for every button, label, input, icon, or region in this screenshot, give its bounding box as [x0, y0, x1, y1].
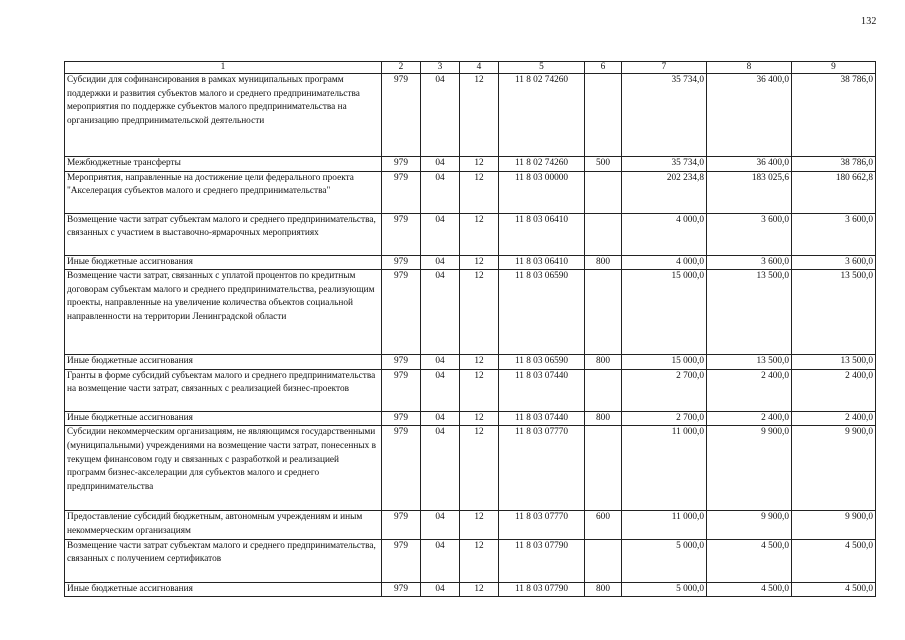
table-row: [65, 255, 876, 270]
row-name-cell: Мероприятия, направленные на достижение цели федерального проекта "Акселерация субъектов малого и среднего предпринимательства": [65, 171, 382, 213]
cell-col-9: 2 400,0: [792, 369, 876, 411]
cell-col-4: 12: [460, 171, 499, 213]
cell-col-9: 13 500,0: [792, 270, 876, 355]
column-header: 4: [460, 62, 499, 74]
column-header: 8: [707, 62, 792, 74]
cell-col-8: 4 500,0: [707, 582, 792, 597]
row-name-cell: Иные бюджетные ассигнования: [65, 255, 382, 270]
row-name-cell: Возмещение части затрат субъектам малого и среднего предпринимательства, связанных с участием в выставочно-ярмарочных мероприятиях: [65, 213, 382, 255]
cell-col-9: 3 600,0: [792, 255, 876, 270]
cell-col-8: 3 600,0: [707, 213, 792, 255]
cell-col-3: 04: [421, 74, 460, 157]
column-header: 7: [622, 62, 707, 74]
cell-col-6: 600: [585, 511, 622, 539]
cell-col-6: [585, 369, 622, 411]
cell-col-3: 04: [421, 411, 460, 426]
cell-col-3: 04: [421, 213, 460, 255]
cell-col-2: 979: [382, 213, 421, 255]
cell-col-7: 202 234,8: [622, 171, 707, 213]
column-header: 3: [421, 62, 460, 74]
cell-col-2: 979: [382, 255, 421, 270]
row-name-cell: Межбюджетные трансферты: [65, 157, 382, 172]
cell-col-8: 36 400,0: [707, 157, 792, 172]
cell-col-5: 11 8 03 07440: [499, 411, 585, 426]
cell-col-6: 800: [585, 255, 622, 270]
column-header: 5: [499, 62, 585, 74]
cell-col-4: 12: [460, 255, 499, 270]
table-row: [65, 426, 876, 511]
cell-col-7: 15 000,0: [622, 270, 707, 355]
column-header: 9: [792, 62, 876, 74]
cell-col-9: 9 900,0: [792, 511, 876, 539]
cell-col-4: 12: [460, 539, 499, 582]
budget-table: [64, 61, 876, 597]
cell-col-9: 13 500,0: [792, 355, 876, 370]
row-name-cell: Иные бюджетные ассигнования: [65, 582, 382, 597]
cell-col-2: 979: [382, 539, 421, 582]
cell-col-9: 38 786,0: [792, 74, 876, 157]
cell-col-8: 9 900,0: [707, 511, 792, 539]
table-row: [65, 511, 876, 539]
cell-col-5: 11 8 03 07440: [499, 369, 585, 411]
column-header: 6: [585, 62, 622, 74]
cell-col-5: 11 8 02 74260: [499, 74, 585, 157]
cell-col-5: 11 8 03 00000: [499, 171, 585, 213]
row-name-cell: Гранты в форме субсидий субъектам малого и среднего предпринимательства на возмещение части затрат, связанных с реализацией бизнес-проектов: [65, 369, 382, 411]
cell-col-7: 2 700,0: [622, 369, 707, 411]
table-row: [65, 582, 876, 597]
cell-col-8: 4 500,0: [707, 539, 792, 582]
cell-col-4: 12: [460, 511, 499, 539]
cell-col-5: 11 8 03 07770: [499, 511, 585, 539]
cell-col-2: 979: [382, 582, 421, 597]
cell-col-5: 11 8 03 07770: [499, 426, 585, 511]
cell-col-4: 12: [460, 411, 499, 426]
cell-col-4: 12: [460, 582, 499, 597]
cell-col-6: [585, 426, 622, 511]
cell-col-3: 04: [421, 355, 460, 370]
cell-col-8: 183 025,6: [707, 171, 792, 213]
cell-col-6: [585, 270, 622, 355]
cell-col-4: 12: [460, 369, 499, 411]
cell-col-2: 979: [382, 426, 421, 511]
cell-col-5: 11 8 03 06410: [499, 213, 585, 255]
cell-col-6: [585, 171, 622, 213]
cell-col-7: 2 700,0: [622, 411, 707, 426]
cell-col-6: 500: [585, 157, 622, 172]
cell-col-7: 5 000,0: [622, 539, 707, 582]
row-name-cell: Возмещение части затрат субъектам малого и среднего предпринимательства, связанных с получением сертификатов: [65, 539, 382, 582]
cell-col-2: 979: [382, 74, 421, 157]
cell-col-2: 979: [382, 369, 421, 411]
cell-col-6: 800: [585, 582, 622, 597]
table-row: [65, 213, 876, 255]
column-header: 1: [65, 62, 382, 74]
cell-col-7: 15 000,0: [622, 355, 707, 370]
table-row: [65, 369, 876, 411]
cell-col-9: 180 662,8: [792, 171, 876, 213]
cell-col-5: 11 8 03 07790: [499, 582, 585, 597]
cell-col-2: 979: [382, 171, 421, 213]
cell-col-5: 11 8 03 06590: [499, 355, 585, 370]
cell-col-6: [585, 74, 622, 157]
cell-col-9: 3 600,0: [792, 213, 876, 255]
column-header: 2: [382, 62, 421, 74]
cell-col-8: 2 400,0: [707, 369, 792, 411]
page-number: 132: [861, 16, 877, 27]
cell-col-3: 04: [421, 511, 460, 539]
row-name-cell: Иные бюджетные ассигнования: [65, 355, 382, 370]
cell-col-7: 4 000,0: [622, 255, 707, 270]
row-name-cell: Предоставление субсидий бюджетным, автономным учреждениям и иным некоммерческим организациям: [65, 511, 382, 539]
cell-col-6: 800: [585, 411, 622, 426]
cell-col-6: [585, 213, 622, 255]
cell-col-7: 5 000,0: [622, 582, 707, 597]
cell-col-3: 04: [421, 171, 460, 213]
row-name-cell: Субсидии для софинансирования в рамках муниципальных программ поддержки и развития субъектов малого и среднего предпринимательства мероприятия по поддержке субъектов малого предпринимательства на организацию предпринимательской деятельности: [65, 74, 382, 157]
cell-col-9: 9 900,0: [792, 426, 876, 511]
cell-col-9: 38 786,0: [792, 157, 876, 172]
cell-col-8: 2 400,0: [707, 411, 792, 426]
column-number-header-row: [65, 62, 876, 74]
cell-col-5: 11 8 03 06410: [499, 255, 585, 270]
cell-col-7: 11 000,0: [622, 511, 707, 539]
cell-col-8: 13 500,0: [707, 270, 792, 355]
cell-col-7: 4 000,0: [622, 213, 707, 255]
cell-col-3: 04: [421, 270, 460, 355]
cell-col-4: 12: [460, 213, 499, 255]
cell-col-6: 800: [585, 355, 622, 370]
table-row: [65, 157, 876, 172]
cell-col-3: 04: [421, 539, 460, 582]
table-row: [65, 539, 876, 582]
table-row: [65, 355, 876, 370]
cell-col-9: 4 500,0: [792, 582, 876, 597]
cell-col-6: [585, 539, 622, 582]
row-name-cell: Иные бюджетные ассигнования: [65, 411, 382, 426]
table-row: [65, 411, 876, 426]
cell-col-7: 35 734,0: [622, 157, 707, 172]
cell-col-3: 04: [421, 369, 460, 411]
cell-col-8: 3 600,0: [707, 255, 792, 270]
cell-col-3: 04: [421, 582, 460, 597]
cell-col-2: 979: [382, 355, 421, 370]
cell-col-4: 12: [460, 74, 499, 157]
cell-col-5: 11 8 02 74260: [499, 157, 585, 172]
cell-col-3: 04: [421, 426, 460, 511]
cell-col-5: 11 8 03 07790: [499, 539, 585, 582]
cell-col-3: 04: [421, 157, 460, 172]
cell-col-8: 36 400,0: [707, 74, 792, 157]
cell-col-3: 04: [421, 255, 460, 270]
cell-col-2: 979: [382, 411, 421, 426]
cell-col-4: 12: [460, 426, 499, 511]
cell-col-5: 11 8 03 06590: [499, 270, 585, 355]
cell-col-8: 13 500,0: [707, 355, 792, 370]
cell-col-8: 9 900,0: [707, 426, 792, 511]
table-row: [65, 270, 876, 355]
cell-col-4: 12: [460, 270, 499, 355]
cell-col-2: 979: [382, 157, 421, 172]
table-row: [65, 74, 876, 157]
cell-col-7: 11 000,0: [622, 426, 707, 511]
row-name-cell: Субсидии некоммерческим организациям, не являющимся государственными (муниципальными) учреждениями на возмещение части затрат, понесенных в текущем финансовом году и связанных с разработкой и реализацией программ бизнес-акселерации для субъектов малого и среднего предпринимательства: [65, 426, 382, 511]
row-name-cell: Возмещение части затрат, связанных с уплатой процентов по кредитным договорам субъектам малого и среднего предпринимательства, реализующим проекты, направленные на увеличение количества объектов социальной направленности на территории Ленинградской области: [65, 270, 382, 355]
table-row: [65, 171, 876, 213]
cell-col-4: 12: [460, 157, 499, 172]
cell-col-4: 12: [460, 355, 499, 370]
cell-col-2: 979: [382, 511, 421, 539]
cell-col-2: 979: [382, 270, 421, 355]
cell-col-9: 4 500,0: [792, 539, 876, 582]
cell-col-9: 2 400,0: [792, 411, 876, 426]
cell-col-7: 35 734,0: [622, 74, 707, 157]
